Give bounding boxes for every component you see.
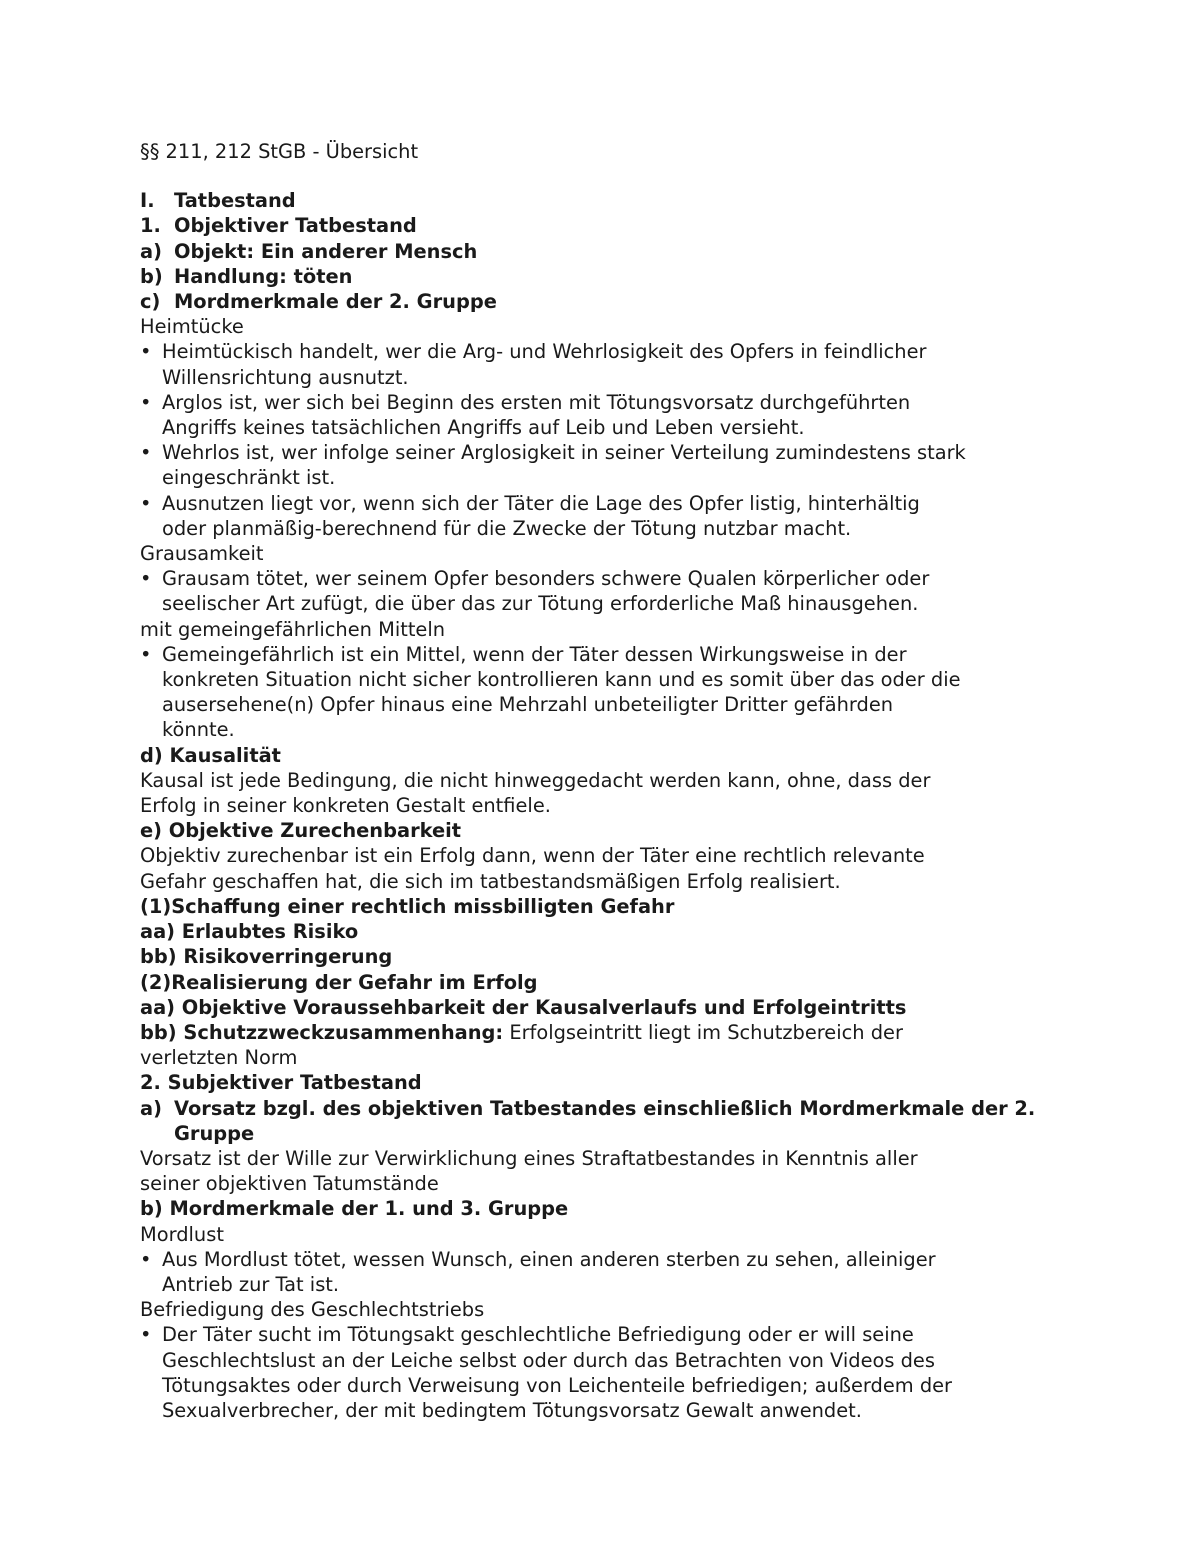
paragraph-line: Gefahr geschaffen hat, die sich im tatbestandsmäßigen Erfolg realisiert. <box>140 869 841 893</box>
bullet-icon: • <box>140 1323 152 1347</box>
list-item: • Heimtückisch handelt, wer die Arg- und Wehrlosigkeit des Opfers in feindlicher Willensrichtung ausnutzt. <box>140 340 927 389</box>
heading-subjektiver-tatbestand: 2. Subjektiver Tatbestand <box>140 1071 422 1095</box>
heading-handlung <box>140 264 1070 289</box>
label-grausamkeit: Grausamkeit <box>140 542 264 566</box>
heading-tatbestand <box>140 188 1070 213</box>
bullet-icon: • <box>140 491 152 515</box>
label-gemeingefaehrlich: mit gemeingefährlichen Mitteln <box>140 617 446 641</box>
list-item: • Ausnutzen liegt vor, wenn sich der Täter die Lage des Opfer listig, hinterhältig oder planmäßig-berechnend für die Zwecke der Tötung nutzbar macht. <box>140 491 920 540</box>
heading-text: Handlung: töten <box>174 264 353 288</box>
paragraph-line: Vorsatz ist der Wille zur Verwirklichung eines Straftatbestandes in Kenntnis aller <box>140 1146 918 1170</box>
heading-number: a) <box>140 239 162 263</box>
paragraph-line: Erfolg in seiner konkreten Gestalt entfiele. <box>140 794 551 818</box>
heading-schaffung: (1)Schaffung einer rechtlich missbilligten Gefahr <box>140 894 675 918</box>
heading-number: a) <box>140 1096 162 1120</box>
document-title: §§ 211, 212 StGB - Übersicht <box>140 140 419 163</box>
heading-number: c) <box>140 290 161 314</box>
bullet-icon: • <box>140 642 152 666</box>
schutzzweck-line <box>140 1020 1070 1045</box>
heading-risikoverringerung: bb) Risikoverringerung <box>140 945 393 969</box>
heading-text: Objektiver Tatbestand <box>174 214 417 238</box>
label-mordlust: Mordlust <box>140 1222 224 1246</box>
bullet-icon: • <box>140 441 152 465</box>
paragraph-line: verletzten Norm <box>140 1046 298 1070</box>
list-item: • Arglos ist, wer sich bei Beginn des ersten mit Tötungsvorsatz durchgeführten Angriffs keines tatsächlichen Angriffs auf Leib und Leben versieht. <box>140 390 911 440</box>
heading-voraussehbarkeit: aa) Objektive Voraussehbarkeit der Kausalverlaufs und Erfolgeintritts <box>140 995 907 1019</box>
bullet-icon: • <box>140 340 152 364</box>
paragraph-line: seiner objektiven Tatumstände <box>140 1172 439 1196</box>
heading-mordmerkmale-2 <box>140 289 1070 314</box>
heading-text: Mordmerkmale der 2. Gruppe <box>174 290 497 314</box>
heading-kausalitaet: d) Kausalität <box>140 743 281 767</box>
paragraph-line: Objektiv zurechenbar ist ein Erfolg dann, wenn der Täter eine rechtlich relevante <box>140 844 925 868</box>
heading-zurechenbarkeit: e) Objektive Zurechenbarkeit <box>140 819 462 843</box>
heading-text: Tatbestand <box>174 189 296 213</box>
document-page <box>140 139 1070 1423</box>
label-befriedigung: Befriedigung des Geschlechtstriebs <box>140 1298 485 1322</box>
heading-mordmerkmale-1-3: b) Mordmerkmale der 1. und 3. Gruppe <box>140 1197 569 1221</box>
label-heimtuecke: Heimtücke <box>140 315 244 339</box>
heading-number: 1. <box>140 214 161 238</box>
list-item: • Wehrlos ist, wer infolge seiner Arglosigkeit in seiner Verteilung zumindestens stark eingeschränkt ist. <box>140 441 966 490</box>
heading-objekt <box>140 239 1070 264</box>
schutzzweck-text: Erfolgseintritt liegt im Schutzbereich der <box>503 1020 903 1044</box>
heading-number: I. <box>140 189 155 213</box>
list-item: • Gemeingefährlich ist ein Mittel, wenn der Täter dessen Wirkungsweise in der konkreten Situation nicht sicher kontrollieren kann und es somit über das oder die ausersehene(n) Opfer hinaus eine Mehrzahl unbeteiligter Dritter gefährden könnte. <box>140 642 961 742</box>
heading-text: Objekt: Ein anderer Mensch <box>174 239 478 263</box>
heading-erlaubtes-risiko: aa) Erlaubtes Risiko <box>140 920 359 944</box>
paragraph-line: Kausal ist jede Bedingung, die nicht hinweggedacht werden kann, ohne, dass der <box>140 768 931 792</box>
heading-realisierung: (2)Realisierung der Gefahr im Erfolg <box>140 970 538 994</box>
heading-vorsatz <box>140 1096 1070 1146</box>
heading-objektiver-tatbestand <box>140 213 1070 238</box>
bullet-icon: • <box>140 567 152 591</box>
heading-text: Vorsatz bzgl. des objektiven Tatbestandes einschließlich Mordmerkmale der 2. Gruppe <box>174 1096 1036 1145</box>
heading-number: b) <box>140 264 163 288</box>
bullet-icon: • <box>140 390 152 414</box>
bullet-icon: • <box>140 1247 152 1271</box>
list-item: • Grausam tötet, wer seinem Opfer besonders schwere Qualen körperlicher oder seelischer Art zufügt, die über das zur Tötung erforderliche Maß hinausgehen. <box>140 567 930 616</box>
list-item: • Aus Mordlust tötet, wessen Wunsch, einen anderen sterben zu sehen, alleiniger Antrieb zur Tat ist. <box>140 1247 936 1296</box>
schutzzweck-heading: bb) Schutzzweckzusammenhang: <box>140 1020 504 1044</box>
list-item: • Der Täter sucht im Tötungsakt geschlechtliche Befriedigung oder er will seine Geschlechtslust an der Leiche selbst oder durch das Betrachten von Videos des Tötungsaktes oder durch Verweisung von Leichenteile befriedigen; außerdem der Sexualverbrecher, der mit bedingtem Tötungsvorsatz Gewalt anwendet. <box>140 1323 953 1422</box>
